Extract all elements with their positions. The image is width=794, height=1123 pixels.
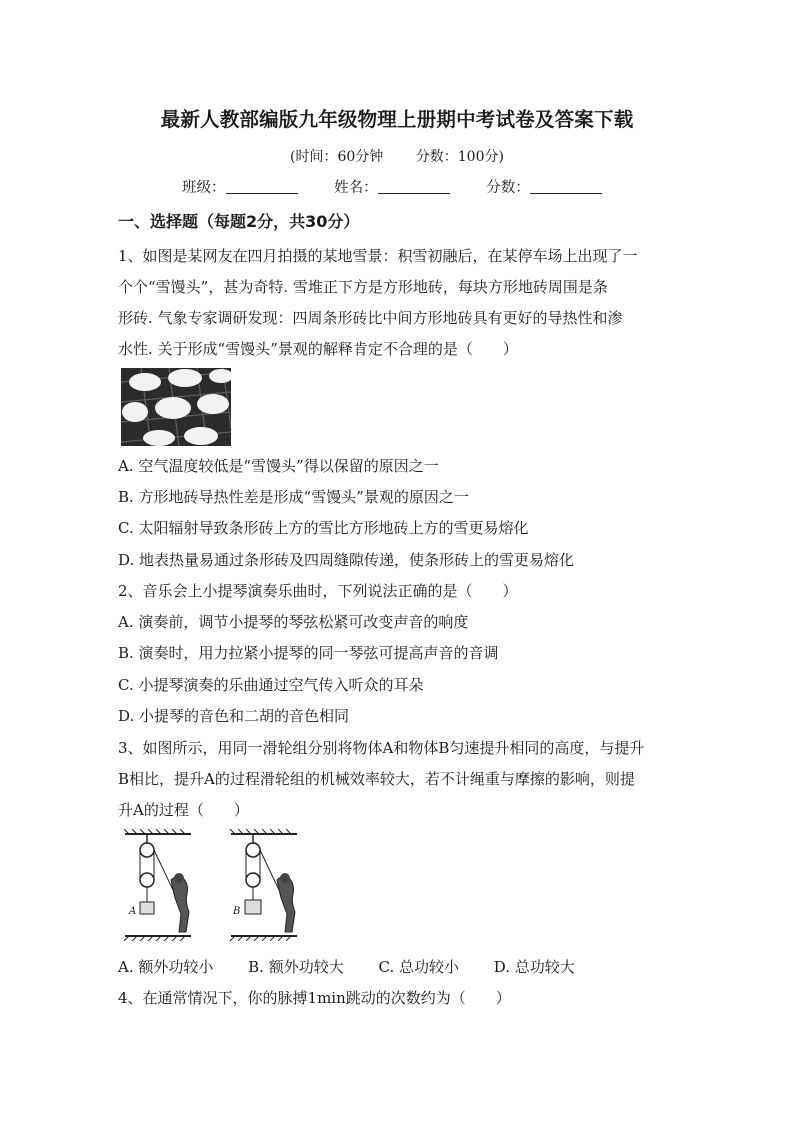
q4-stem: 4、在通常情况下，你的脉搏1min跳动的次数约为（ ） bbox=[118, 989, 511, 1007]
class-label: 班级： bbox=[182, 180, 226, 196]
q3-option-b: B. 额外功较大 bbox=[248, 958, 344, 976]
q1-stem bbox=[118, 241, 678, 365]
section-heading: 一、选择题（每题2分，共30分） bbox=[118, 212, 360, 231]
q1-option-c: C. 太阳辐射导致条形砖上方的雪比方形地砖上方的雪更易熔化 bbox=[118, 519, 529, 537]
q3-option-a: A. 额外功较小 bbox=[118, 958, 214, 976]
q1-option-d: D. 地表热量易通过条形砖及四周缝隙传递，使条形砖上的雪更易熔化 bbox=[118, 551, 575, 569]
time-info: (时间：60分钟 bbox=[290, 149, 384, 165]
q1-line-1: 1、如图是某网友在四月拍摄的某地雪景：积雪初融后，在某停车场上出现了一 bbox=[118, 247, 638, 265]
score-label: 分数： bbox=[486, 180, 530, 196]
class-field bbox=[182, 176, 298, 197]
pulley-setup-b bbox=[230, 829, 297, 941]
q3-line-2: B相比，提升A的过程滑轮组的机械效率较大，若不计绳重与摩擦的影响，则提 bbox=[118, 770, 635, 788]
page-title: 最新人教部编版九年级物理上册期中考试卷及答案下载 bbox=[160, 108, 634, 131]
q1-option-a: A. 空气温度较低是“雪馒头”得以保留的原因之一 bbox=[118, 457, 439, 475]
pulley-setup-a bbox=[124, 829, 191, 941]
q3-line-3: 升A的过程（ ） bbox=[118, 801, 249, 819]
q3-option-c: C. 总功较小 bbox=[378, 958, 459, 976]
name-field bbox=[334, 176, 450, 197]
student-info-fields bbox=[182, 176, 634, 197]
name-label: 姓名： bbox=[334, 180, 378, 196]
score-info: 分数：100分) bbox=[415, 149, 504, 165]
name-blank bbox=[378, 179, 450, 194]
label-a: A bbox=[129, 906, 137, 917]
q3-option-d: D. 总功较大 bbox=[493, 958, 575, 976]
q2-option-c: C. 小提琴演奏的乐曲通过空气传入听众的耳朵 bbox=[118, 676, 424, 694]
q1-line-3: 形砖. 气象专家调研发现：四周条形砖比中间方形地砖具有更好的导热性和渗 bbox=[118, 309, 623, 327]
q2-option-b: B. 演奏时，用力拉紧小提琴的同一琴弦可提高声音的音调 bbox=[118, 644, 499, 662]
label-b: B bbox=[233, 906, 241, 917]
score-blank bbox=[530, 179, 602, 194]
score-field bbox=[486, 176, 602, 197]
pulley-diagram bbox=[121, 828, 311, 943]
snow-mound-photo bbox=[121, 368, 231, 446]
time-score-line bbox=[0, 146, 794, 166]
q1-option-b: B. 方形地砖导热性差是形成“雪馒头”景观的原因之一 bbox=[118, 488, 469, 506]
q3-line-1: 3、如图所示，用同一滑轮组分别将物体A和物体B匀速提升相同的高度，与提升 bbox=[118, 739, 645, 757]
q3-options bbox=[118, 956, 605, 977]
q2-stem: 2、音乐会上小提琴演奏乐曲时，下列说法正确的是（ ） bbox=[118, 582, 518, 600]
class-blank bbox=[226, 179, 298, 194]
q1-line-2: 个个“雪馒头”，甚为奇特. 雪堆正下方是方形地砖，每块方形地砖周围是条 bbox=[118, 278, 608, 296]
q3-stem bbox=[118, 733, 678, 826]
q2-option-d: D. 小提琴的音色和二胡的音色相同 bbox=[118, 707, 350, 725]
q2-option-a: A. 演奏前，调节小提琴的琴弦松紧可改变声音的响度 bbox=[118, 613, 469, 631]
q1-line-4: 水性. 关于形成“雪馒头”景观的解释肯定不合理的是（ ） bbox=[118, 340, 518, 358]
